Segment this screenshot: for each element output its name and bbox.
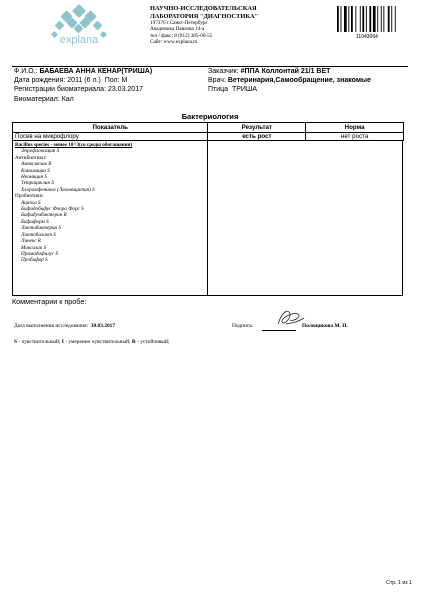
barcode-bar <box>337 6 339 32</box>
doctor-value: Ветеринария,Самообращение, знакомые <box>227 77 371 84</box>
patient-name-label: Ф.И.О.: <box>14 68 38 75</box>
doctor-line <box>208 77 371 86</box>
barcode-bar <box>395 6 396 32</box>
lab-site: Сайт: www.explana.ru <box>150 39 198 46</box>
lab-address1: 197376 г.Санкт-Петербург <box>150 20 208 26</box>
table-cell: есть рост <box>208 133 306 141</box>
signature-line <box>262 330 296 331</box>
bird-label: Птица <box>208 86 229 93</box>
probiotics-label: Пробиотики: <box>15 193 44 200</box>
barcode-bar <box>388 6 390 32</box>
barcode-bar <box>341 6 342 32</box>
lab-title-line2: ЛАБОРАТОРИЯ "ДИАГНОСТИКА" <box>150 12 259 20</box>
barcode-bar <box>373 6 376 32</box>
birth-label: Дата рождения: <box>14 77 66 84</box>
customer-value: #ППА Коллонтай 21/1 ВЕТ <box>240 68 331 75</box>
list-item: Максилак S <box>21 244 47 251</box>
sex-label: Пол: <box>104 77 120 84</box>
column-header: Результат <box>208 123 306 133</box>
exec-date-value: 30.03.2017 <box>90 323 116 329</box>
barcode-bar <box>381 6 382 32</box>
biomaterial-label: Биоматериал: <box>14 96 60 103</box>
legend-s-text: - чувствительный; <box>17 339 62 345</box>
culture-heading: Bacillus species - менее 10^3(со среды обогащения) <box>15 142 133 148</box>
registration-label: Регистрации биоматериала: <box>14 86 106 93</box>
bird-line <box>208 86 257 95</box>
barcode-bar <box>383 6 384 32</box>
barcode-bar <box>344 6 347 32</box>
table-cell: нет роста <box>306 133 404 141</box>
barcode-bar <box>391 6 392 32</box>
list-item: Аципол S <box>21 199 41 206</box>
biomaterial-value: Кал <box>61 96 74 103</box>
sign-label: Подпись: <box>232 323 254 329</box>
order-code: 11043064 <box>356 34 378 40</box>
barcode-bar <box>369 6 371 32</box>
patient-name: БАБАЕВА АННА КЕНАР(ТРИША) <box>39 68 153 75</box>
list-item: Примадофилус S <box>21 250 59 257</box>
column-header: Показатель <box>13 123 208 133</box>
results-table <box>12 122 404 141</box>
barcode-bar <box>366 6 367 32</box>
culture-result-cell <box>206 140 403 296</box>
lab-phone: тел / факс: 8 (812) 385-00-55 <box>150 32 213 39</box>
culture-list <box>13 141 207 264</box>
legend-i-text: - умеренно чувствительный; <box>63 339 132 345</box>
barcode-bar <box>351 6 353 32</box>
list-item: Бифидумбактерин R <box>21 212 67 219</box>
table-cell: Посев на микрофлору <box>13 133 208 141</box>
list-item: Бифидобифус Флора Форс S <box>21 206 84 213</box>
list-item: Энрофлоксацин S <box>21 148 60 155</box>
header-divider <box>12 66 408 67</box>
exec-date-label: Дата выполнения исследования: <box>14 323 89 329</box>
culture-details-cell <box>12 140 208 296</box>
signer-name: Полещикова М. П. <box>302 323 348 329</box>
exec-date-line <box>14 323 115 329</box>
page-number: Стр. 1 из 1 <box>386 580 412 586</box>
legend-r-text: - устойчивый; <box>135 339 170 345</box>
legend-i: I <box>61 339 64 345</box>
barcode-bar <box>377 6 378 32</box>
customer-label: Заказчик: <box>208 68 239 75</box>
registration-date: 23.03.2017 <box>107 86 143 93</box>
list-item: Пробифор S <box>21 257 48 264</box>
barcode-bar <box>362 6 364 32</box>
biomaterial-line <box>14 96 74 105</box>
list-item: Канамицин S <box>21 167 50 174</box>
list-item: Тетрациклин S <box>21 180 54 187</box>
list-item: Хлорамфеникол (Левомицитин) S <box>21 186 95 193</box>
list-item: Амоксиклав R <box>21 161 52 168</box>
list-item: Линекс R <box>21 238 41 245</box>
bird-value: ТРИША <box>231 86 258 93</box>
logo-wordmark: explana <box>59 34 99 46</box>
antibiotics-label: Антибиотики: <box>15 154 47 161</box>
customer-line <box>208 68 330 77</box>
list-item: Бифиформ S <box>21 218 49 225</box>
registration-line <box>14 86 143 95</box>
barcode-bar <box>360 6 361 32</box>
sex-value: М <box>121 77 128 84</box>
explana-logo <box>48 4 110 62</box>
list-item: Лактобактерин S <box>21 225 61 232</box>
barcode <box>336 5 398 33</box>
column-header: Норма <box>306 123 404 133</box>
signature <box>272 306 306 330</box>
lab-address2: Академика Павлова 14-а <box>150 26 205 33</box>
lab-info <box>150 5 270 46</box>
table-header-row <box>13 123 404 133</box>
legend <box>14 339 169 345</box>
legend-s: S <box>14 339 17 345</box>
barcode-bar <box>355 6 356 32</box>
patient-birth-line <box>14 77 127 86</box>
patient-name-line <box>14 68 152 77</box>
lab-title-line1: НАУЧНО-ИССЛЕДОВАТЕЛЬСКАЯ <box>150 5 257 12</box>
legend-r: R <box>131 339 136 345</box>
list-item: Неомицин S <box>21 174 47 181</box>
comment-label: Комментарии к пробе: <box>12 297 87 306</box>
barcode-bar <box>348 6 349 32</box>
doctor-label: Врач: <box>208 77 226 84</box>
birth-value: 2011 (6 л.) <box>67 77 101 84</box>
list-item: Лактобалакт S <box>21 231 56 238</box>
section-title: Бактериология <box>181 112 239 121</box>
